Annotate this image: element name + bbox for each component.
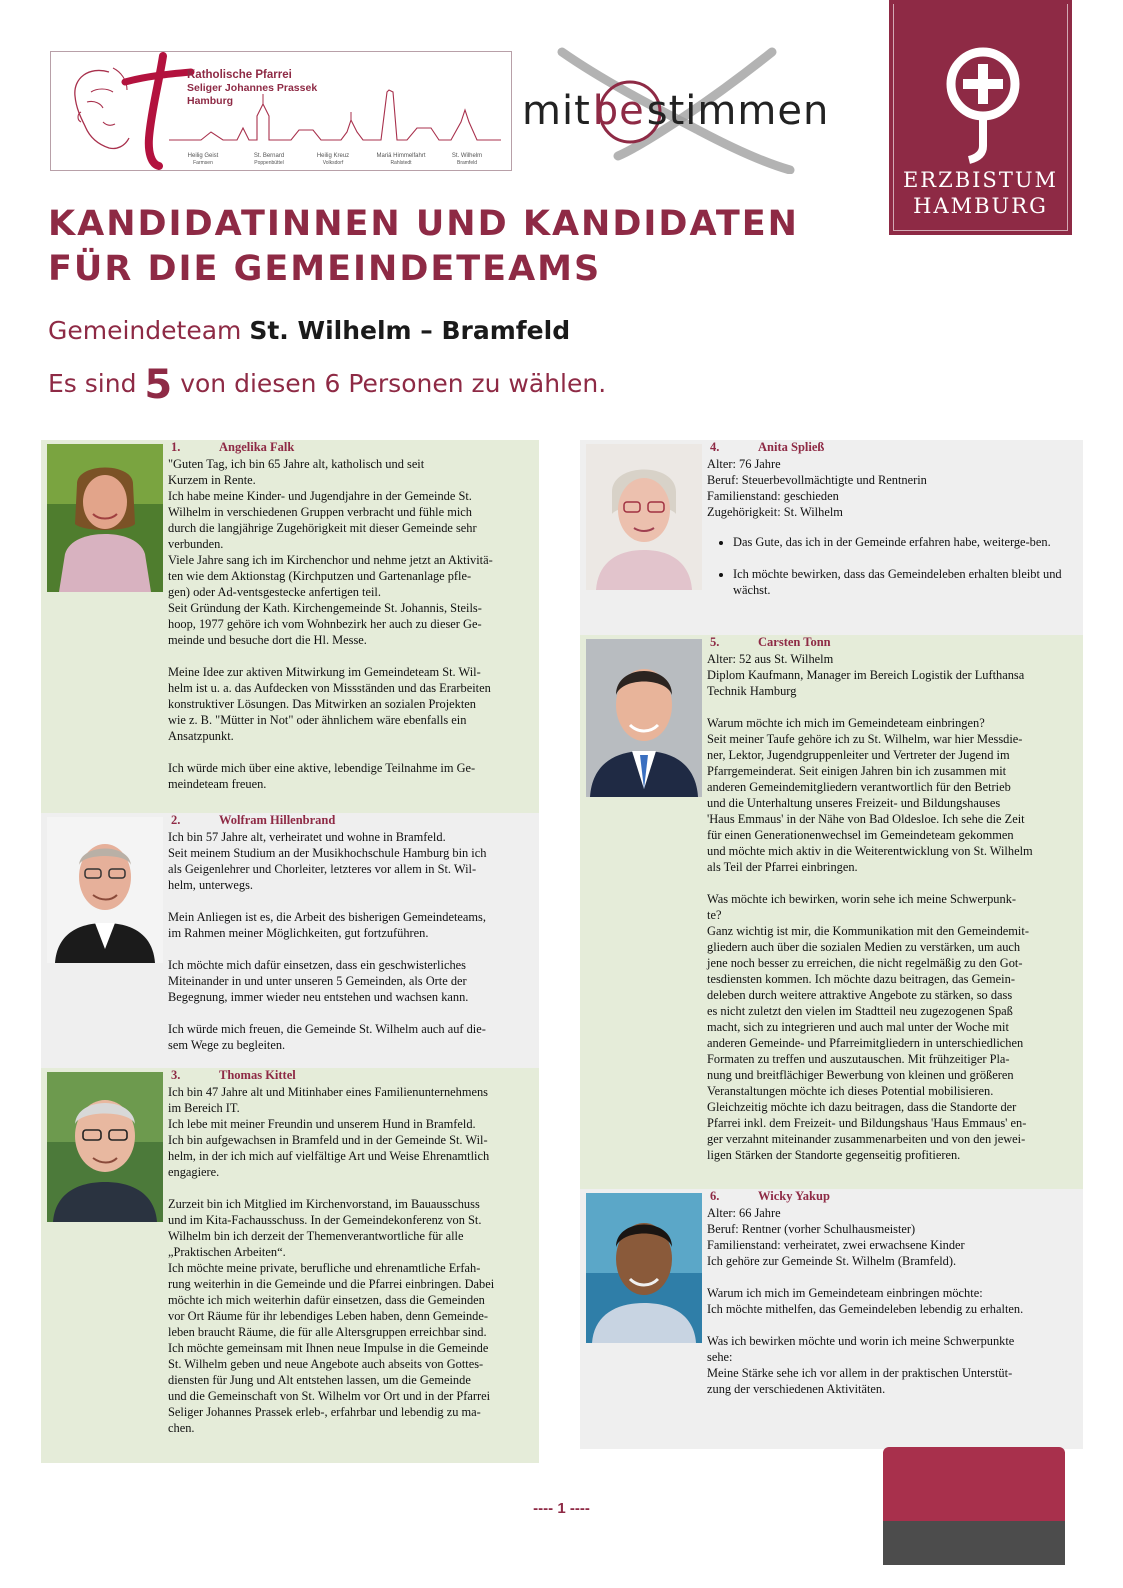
candidate-5-line: anderen Gemeinde- und Pfarreimitgliedern in unterschiedlichen	[707, 1036, 1024, 1050]
candidate-6-line: Familienstand: verheiratet, zwei erwachsene Kinder	[707, 1238, 965, 1252]
candidate-2-line	[168, 1005, 539, 1021]
candidate-heading-4: 4. Anita Spließ	[710, 440, 825, 454]
candidate-photo-3	[47, 1072, 163, 1222]
candidate-photo-1	[47, 444, 163, 592]
candidate-4-bullets	[707, 534, 1083, 598]
candidate-3-line: Seliger Johannes Prassek erleb-, erfahrbar und lebendig zu ma-	[168, 1405, 481, 1419]
candidate-2-line: Mein Anliegen ist es, die Arbeit des bisherigen Gemeindeteams,	[168, 910, 486, 924]
candidate-3-line: und die Gemeinschaft von St. Wilhelm vor Ort und in der Pfarrei	[168, 1389, 491, 1403]
candidate-4-line: Beruf: Steuerbevollmächtigte und Rentnerin	[707, 473, 927, 487]
candidate-heading-5: 5. Carsten Tonn	[710, 635, 831, 649]
candidate-6-line: Alter: 66 Jahre	[707, 1206, 781, 1220]
candidate-5-line: Diplom Kaufmann, Manager im Bereich Logistik der Lufthansa	[707, 668, 1025, 682]
candidate-heading-6: 6. Wicky Yakup	[710, 1189, 830, 1203]
candidate-5-line: Was möchte ich bewirken, worin sehe ich meine Schwerpunk-	[707, 892, 1017, 906]
team-heading: Gemeindeteam St. Wilhelm – Bramfeld	[48, 316, 571, 345]
candidate-1-line	[168, 648, 539, 664]
candidate-2-line: Ich möchte mich dafür einsetzen, dass ein geschwisterliches	[168, 958, 466, 972]
candidate-5-line: ger verzahnt miteinander zusammenarbeiten und von den jewei-	[707, 1132, 1026, 1146]
candidate-1-line: ten wie dem Aktionstag (Kirchputzen und Gartenanlage pfle-	[168, 569, 472, 583]
candidate-3-line: Ich lebe mit meiner Freundin und unserem Hund in Bramfeld.	[168, 1117, 476, 1131]
candidate-heading-2: 2. Wolfram Hillenbrand	[171, 813, 336, 827]
candidate-1-line: helm ist u. a. das Aufdecken von Missständen und das Erarbeiten	[168, 681, 491, 695]
candidate-3-line: Zurzeit bin ich Mitglied im Kirchenvorstand, im Bauausschuss	[168, 1197, 480, 1211]
candidate-4-bullet-1: • Das Gute, das ich in der Gemeinde erfahren habe, weiterge-ben.	[733, 534, 1083, 550]
candidate-4-line: Alter: 76 Jahre	[707, 457, 781, 471]
candidate-1-line	[168, 744, 539, 760]
candidate-5-line: Pfarrgemeinderat. Seit einigen Jahren bin ich zusammen mit	[707, 764, 1007, 778]
candidate-1-line: Wilhelm in verschiedenen Gruppen verbracht und fühle mich	[168, 505, 472, 519]
mitbestimmen-wordmark: mitbestimmen	[522, 88, 830, 134]
candidate-5-line: Alter: 52 aus St. Wilhelm	[707, 652, 834, 666]
candidate-heading-3: 3. Thomas Kittel	[171, 1068, 296, 1082]
corner-decoration-grey	[883, 1521, 1065, 1565]
erzbistum-line-2: HAMBURG	[913, 194, 1048, 218]
candidate-6-line: zung der verschiedenen Aktivitäten.	[707, 1382, 886, 1396]
candidate-5-line: jene noch besser zu erreichen, die nicht regelmäßig zu den Got-	[707, 956, 1023, 970]
candidate-5-line: Formaten zu treffen und auszutauschen. Mit frühzeitiger Pla-	[707, 1052, 1010, 1066]
candidate-2-line: Ich würde mich freuen, die Gemeinde St. Wilhelm auch auf die-	[168, 1022, 486, 1036]
candidate-3-line: und im Kita-Fachausschuss. In der Gemeindekonferenz von St.	[168, 1213, 482, 1227]
candidate-text-3	[168, 1084, 539, 1436]
candidate-2-line	[168, 893, 539, 909]
candidate-1-line: "Guten Tag, ich bin 65 Jahre alt, katholisch und seit	[168, 457, 425, 471]
candidate-photo-6	[586, 1193, 702, 1343]
candidate-6-line: sehe:	[707, 1350, 733, 1364]
parish-logo	[50, 51, 512, 171]
candidate-2-line: Seit meinem Studium an der Musikhochschule Hamburg bin ich	[168, 846, 487, 860]
candidate-1-line: Kurzem in Rente.	[168, 473, 256, 487]
candidate-2-line	[168, 941, 539, 957]
candidate-3-line: Ich möchte meine private, berufliche und ehrenamtliche Erfah-	[168, 1261, 481, 1275]
candidate-1-line: wie z. B. "Mütter in Not" oder ähnlichem wäre ebenfalls ein	[168, 713, 467, 727]
candidate-5-line: Veranstaltungen möchte ich dieses Potential mobilisieren.	[707, 1084, 994, 1098]
candidate-5-line: Ganz wichtig ist mir, die Kommunikation mit den Gemeindemit-	[707, 924, 1029, 938]
candidate-1-line: durch die langjährige Zugehörigkeit mit dieser Gemeinde sehr	[168, 521, 477, 535]
parish-place-4: Mariä Himmelfahrt Rahlstedt	[376, 153, 426, 166]
candidate-6-line	[707, 1317, 1083, 1333]
candidate-5-line: und möchte mich aktiv in die Weiterentwicklung von St. Wilhelm	[707, 844, 1033, 858]
page-title: KANDIDATINNEN UND KANDIDATEN FÜR DIE GEMEINDETEAMS	[48, 204, 799, 289]
candidate-4-bullet-2: • Ich möchte bewirken, dass das Gemeindeleben erhalten bleibt und wächst.	[733, 566, 1083, 598]
candidate-3-line: rung weiterhin in die Gemeinde und die Pfarrei einbringen. Dabei	[168, 1277, 495, 1291]
candidate-photo-4	[586, 444, 702, 590]
candidate-5-line: Gleichzeitig möchte ich dazu beitragen, dass die Standorte der	[707, 1100, 1017, 1114]
candidate-6-line: Ich gehöre zur Gemeinde St. Wilhelm (Bramfeld).	[707, 1254, 957, 1268]
candidate-1-line: hoop, 1977 gehöre ich vom Wohnbezirk her auch zu dieser Ge-	[168, 617, 482, 631]
candidate-1-line: Meine Idee zur aktiven Mitwirkung im Gemeindeteam St. Wil-	[168, 665, 481, 679]
candidate-2-line: Ich bin 57 Jahre alt, verheiratet und wohne in Bramfeld.	[168, 830, 446, 844]
candidate-1-line: Seit Gründung der Kath. Kirchengemeinde St. Johannis, Steils-	[168, 601, 482, 615]
candidate-5-line: Technik Hamburg	[707, 684, 797, 698]
candidate-3-line: Wilhelm bin ich derzeit der Themenverantwortliche für alle	[168, 1229, 464, 1243]
candidate-5-line: für einen Generationenwechsel im Gemeindeteam gekommen	[707, 828, 1014, 842]
candidate-heading-1: 1. Angelika Falk	[171, 440, 295, 454]
candidate-6-line	[707, 1269, 1083, 1285]
candidate-text-5	[707, 651, 1083, 1163]
candidate-1-line: konstruktiver Lösungen. Das Mitwirken an sozialen Projekten	[168, 697, 476, 711]
candidate-2-line: im Rahmen meiner Möglichkeiten, gut fortzuführen.	[168, 926, 429, 940]
candidate-1-line: Ich habe meine Kinder- und Jugendjahre in der Gemeinde St.	[168, 489, 472, 503]
candidates-right-column	[580, 440, 1083, 1449]
candidate-1-line: meinde und besuche dort die Hl. Messe.	[168, 633, 367, 647]
candidate-2-line: helm, unterwegs.	[168, 878, 253, 892]
candidate-photo-2	[47, 817, 163, 963]
candidate-1-line: Ansatzpunkt.	[168, 729, 234, 743]
candidate-3-line: Ich bin 47 Jahre alt und Mitinhaber eines Familienunternehmens	[168, 1085, 489, 1099]
candidate-5-line: gliedern auch über die sozialen Medien zu verstärken, um auch	[707, 940, 1021, 954]
candidate-5-line: anderen Gemeindemitgliedern verantwortlich für den Betrieb	[707, 780, 1011, 794]
parish-place-3: Heilig Kreuz Volksdorf	[316, 153, 350, 166]
parish-place-2: St. Bernard Poppenbüttel	[253, 153, 285, 166]
candidate-card-4	[580, 440, 1083, 635]
candidate-photo-5	[586, 639, 702, 797]
erzbistum-hamburg-logo	[889, 0, 1072, 235]
corner-decoration-red	[883, 1447, 1065, 1521]
candidate-5-line	[707, 875, 1083, 891]
candidate-2-line: Begegnung, immer wieder neu entstehen und wachsen kann.	[168, 990, 469, 1004]
candidate-text-1	[168, 456, 539, 792]
candidate-3-line: engagiere.	[168, 1165, 220, 1179]
candidate-5-line: macht, sich zu integrieren und auch mal unter der Woche mit	[707, 1020, 1009, 1034]
vote-instruction: Es sind 5 von diesen 6 Personen zu wählen.	[48, 362, 607, 408]
parish-place-5: St. Wilhelm Bramfeld	[451, 153, 483, 166]
candidate-5-line: tesdiensten kommen. Ich möchte dazu beitragen, das Gemein-	[707, 972, 1015, 986]
candidate-5-line: nung und breitflächiger Bewerbung von kleinen und größeren	[707, 1068, 1014, 1082]
candidate-3-line: „Praktischen Arbeiten“.	[168, 1245, 286, 1259]
mitbestimmen-logo	[522, 46, 867, 174]
page-number: ---- 1 ----	[533, 1500, 590, 1517]
candidate-1-line: Ich würde mich über eine aktive, lebendige Teilnahme im Ge-	[168, 761, 476, 775]
candidate-card-6	[580, 1189, 1083, 1449]
candidate-3-line: möchte ich mich weiterhin dafür einsetzen, dass die Gemeinden	[168, 1293, 485, 1307]
candidate-6-line: Warum ich mich im Gemeindeteam einbringen möchte:	[707, 1286, 983, 1300]
candidate-4-line: Zugehörigkeit: St. Wilhelm	[707, 505, 843, 519]
candidate-5-line: te?	[707, 908, 722, 922]
candidate-1-line: gen) oder Ad-ventsgestecke anfertigen teil.	[168, 585, 381, 599]
candidate-5-line: Pfarrei inkl. dem Freizeit- und Bildungshaus 'Haus Emmaus' en-	[707, 1116, 1027, 1130]
candidate-card-5	[580, 635, 1083, 1189]
candidate-6-line: Ich möchte mithelfen, das Gemeindeleben lebendig zu erhalten.	[707, 1302, 1024, 1316]
candidate-1-line: meindeteam freuen.	[168, 777, 267, 791]
candidate-4-line: Familienstand: geschieden	[707, 489, 839, 503]
candidate-2-line: sem Wege zu begleiten.	[168, 1038, 286, 1052]
candidate-text-6	[707, 1205, 1083, 1397]
candidate-1-line: verbunden.	[168, 537, 224, 551]
candidate-5-line: als Teil der Pfarrei einbringen.	[707, 860, 858, 874]
candidate-text-2	[168, 829, 539, 1053]
candidate-2-line: Miteinander in und unter unseren 5 Gemeinden, als Orte der	[168, 974, 467, 988]
candidate-5-line: ner, Lektor, Jugendgruppenleiter und Vertreter der Jugend im	[707, 748, 1010, 762]
candidate-5-line: es nicht zuletzt den vielen im Stadtteil neu zugezogenen Spaß	[707, 1004, 1013, 1018]
parish-title-line-3: Hamburg	[187, 95, 234, 107]
candidate-card-1	[41, 440, 539, 813]
candidate-3-line: chen.	[168, 1421, 195, 1435]
candidate-5-line: 'Haus Emmaus' in der Nähe von Bad Oldesloe. Ich sehe die Zeit	[707, 812, 1025, 826]
candidate-text-4	[707, 456, 1083, 598]
cross-keyhole-icon	[889, 30, 1072, 180]
parish-place-1: Heilig Geist Farmsen	[187, 153, 219, 166]
candidate-5-line: Seit meiner Taufe gehöre ich zu St. Wilhelm, war hier Messdie-	[707, 732, 1023, 746]
candidate-3-line: im Bereich IT.	[168, 1101, 240, 1115]
candidate-3-line: Ich möchte gemeinsam mit Ihnen neue Impulse in die Gemeinde	[168, 1341, 489, 1355]
candidate-1-line: Viele Jahre sang ich im Kirchenchor und nehme jetzt an Aktivitä-	[168, 553, 493, 567]
candidate-5-line: Warum möchte ich mich im Gemeindeteam einbringen?	[707, 716, 985, 730]
candidate-5-line: ligen Stärken der Standorte gegenseitig profitieren.	[707, 1148, 961, 1162]
parish-title-line-2: Seliger Johannes Prassek	[187, 82, 318, 94]
candidate-5-line: deleben durch weitere attraktive Angebote zu stärken, so dass	[707, 988, 1013, 1002]
candidate-5-line	[707, 699, 1083, 715]
candidate-6-line: Meine Stärke sehe ich vor allem in der praktischen Unterstüt-	[707, 1366, 1013, 1380]
erzbistum-line-1: ERZBISTUM	[902, 168, 1059, 192]
parish-title-line-1: Katholische Pfarrei	[187, 69, 292, 81]
candidate-card-2	[41, 813, 539, 1068]
candidate-3-line: vor Ort Räume für ihr lebendiges Leben haben, denn Gemeinde-	[168, 1309, 488, 1323]
candidate-6-line: Beruf: Rentner (vorher Schulhausmeister)	[707, 1222, 916, 1236]
candidate-3-line: helm, in der ich mich auf vielfältige Art und Weise Ehrenamtlich	[168, 1149, 490, 1163]
candidate-3-line	[168, 1180, 539, 1196]
candidate-3-line: St. Wilhelm geben und neue Angebote auch abseits von Gottes-	[168, 1357, 484, 1371]
candidate-2-line: als Geigenlehrer und Chorleiter, letzteres vor allem in St. Wil-	[168, 862, 477, 876]
candidates-left-column	[41, 440, 539, 1463]
candidate-card-3	[41, 1068, 539, 1463]
candidate-3-line: diensten für Jung und Alt entstehen lassen, um die Gemeinde	[168, 1373, 471, 1387]
candidate-3-line: Ich bin aufgewachsen in Bramfeld und in der Gemeinde St. Wil-	[168, 1133, 488, 1147]
candidate-5-line: und die Unterhaltung unseres Freizeit- und Bildungshauses	[707, 796, 1001, 810]
candidate-6-line: Was ich bewirken möchte und worin ich meine Schwerpunkte	[707, 1334, 1015, 1348]
candidate-3-line: leben braucht Räume, die für alle Altersgruppen erreichbar sind.	[168, 1325, 487, 1339]
